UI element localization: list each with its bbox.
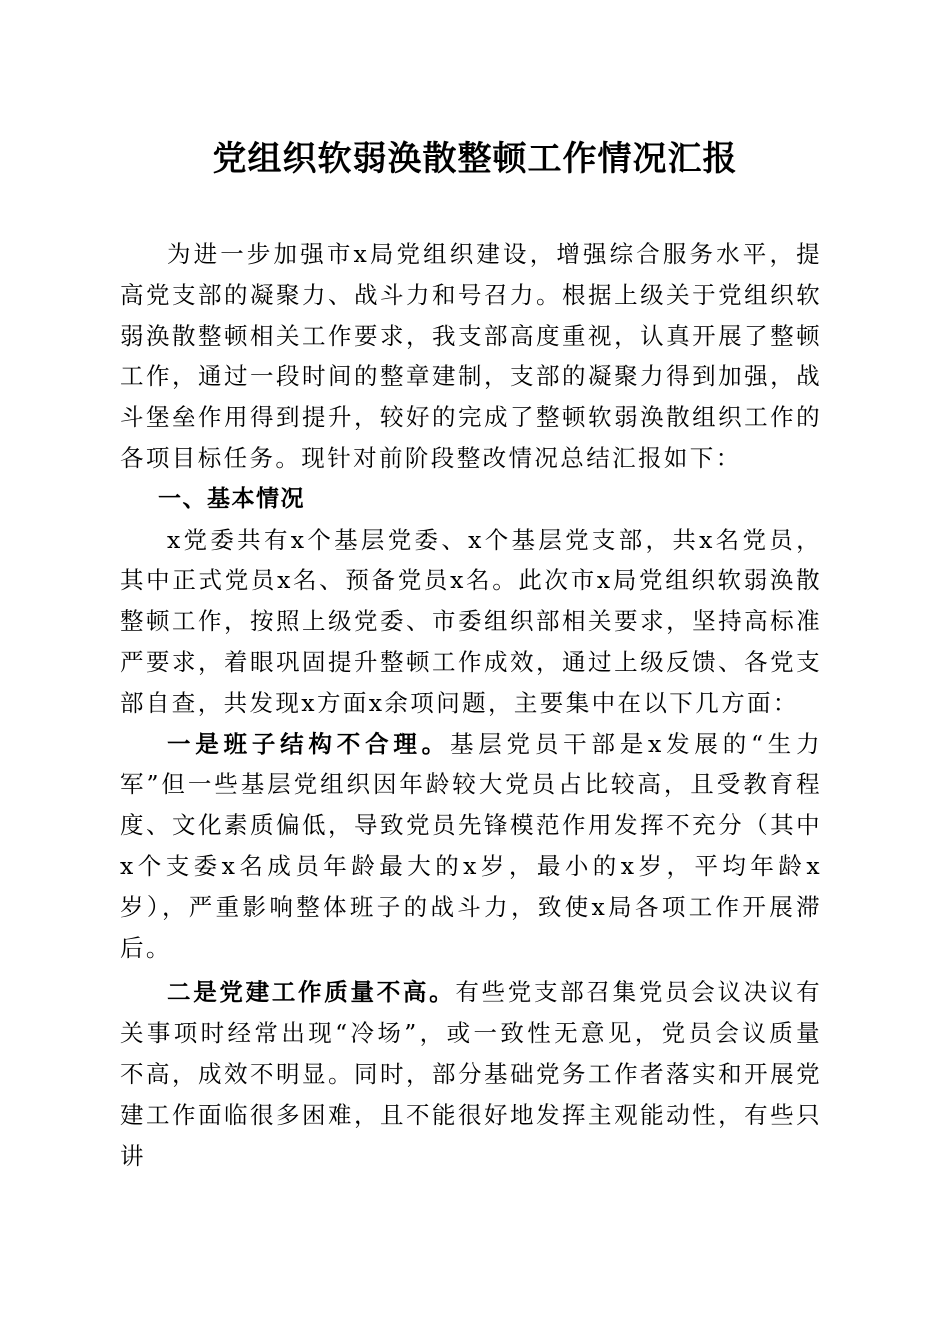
document-body	[120, 234, 822, 1176]
point-one-text: 基层党员干部是x发展的“生力军”但一些基层党组织因年龄较大党员占比较高，且受教育程度、文化素质偏低，导致党员先锋模范作用发挥不充分（其中x个支委x名成员年龄最大的x岁，最小的x岁，平均年龄x岁），严重影响整体班子的战斗力，致使x局各项工作开展滞后。	[120, 729, 822, 962]
point-two-text: 有些党支部召集党员会议决议有关事项时经常出现“冷场”，或一致性无意见，党员会议质量不高，成效不明显。同时，部分基础党务工作者落实和开展党建工作面临很多困难，且不能很好地发挥主观能动性，有些只讲	[120, 978, 822, 1170]
basic-situation-paragraph: x党委共有x个基层党委、x个基层党支部，共x名党员，其中正式党员x名、预备党员x名。此次市x局党组织软弱涣散整顿工作，按照上级党委、市委组织部相关要求，坚持高标准严要求，着眼巩固提升整顿工作成效，通过上级反馈、各党支部自查，共发现x方面x余项问题，主要集中在以下几方面：	[120, 525, 822, 717]
point-two-paragraph	[120, 972, 822, 1176]
point-one-lead: 一是班子结构不合理。	[167, 729, 450, 758]
point-two-lead: 二是党建工作质量不高。	[167, 978, 456, 1007]
section-heading-basic-situation: 一、基本情况	[157, 485, 305, 512]
point-one-paragraph	[120, 724, 822, 969]
intro-paragraph: 为进一步加强市x局党组织建设，增强综合服务水平，提高党支部的凝聚力、战斗力和号召力。根据上级关于党组织软弱涣散整顿相关工作要求，我支部高度重视，认真开展了整顿工作，通过一段时间的整章建制，支部的凝聚力得到加强，战斗堡垒作用得到提升，较好的完成了整顿软弱涣散组织工作的各项目标任务。现针对前阶段整改情况总结汇报如下：	[120, 240, 822, 472]
document-title: 党组织软弱涣散整顿工作情况汇报	[212, 139, 738, 179]
